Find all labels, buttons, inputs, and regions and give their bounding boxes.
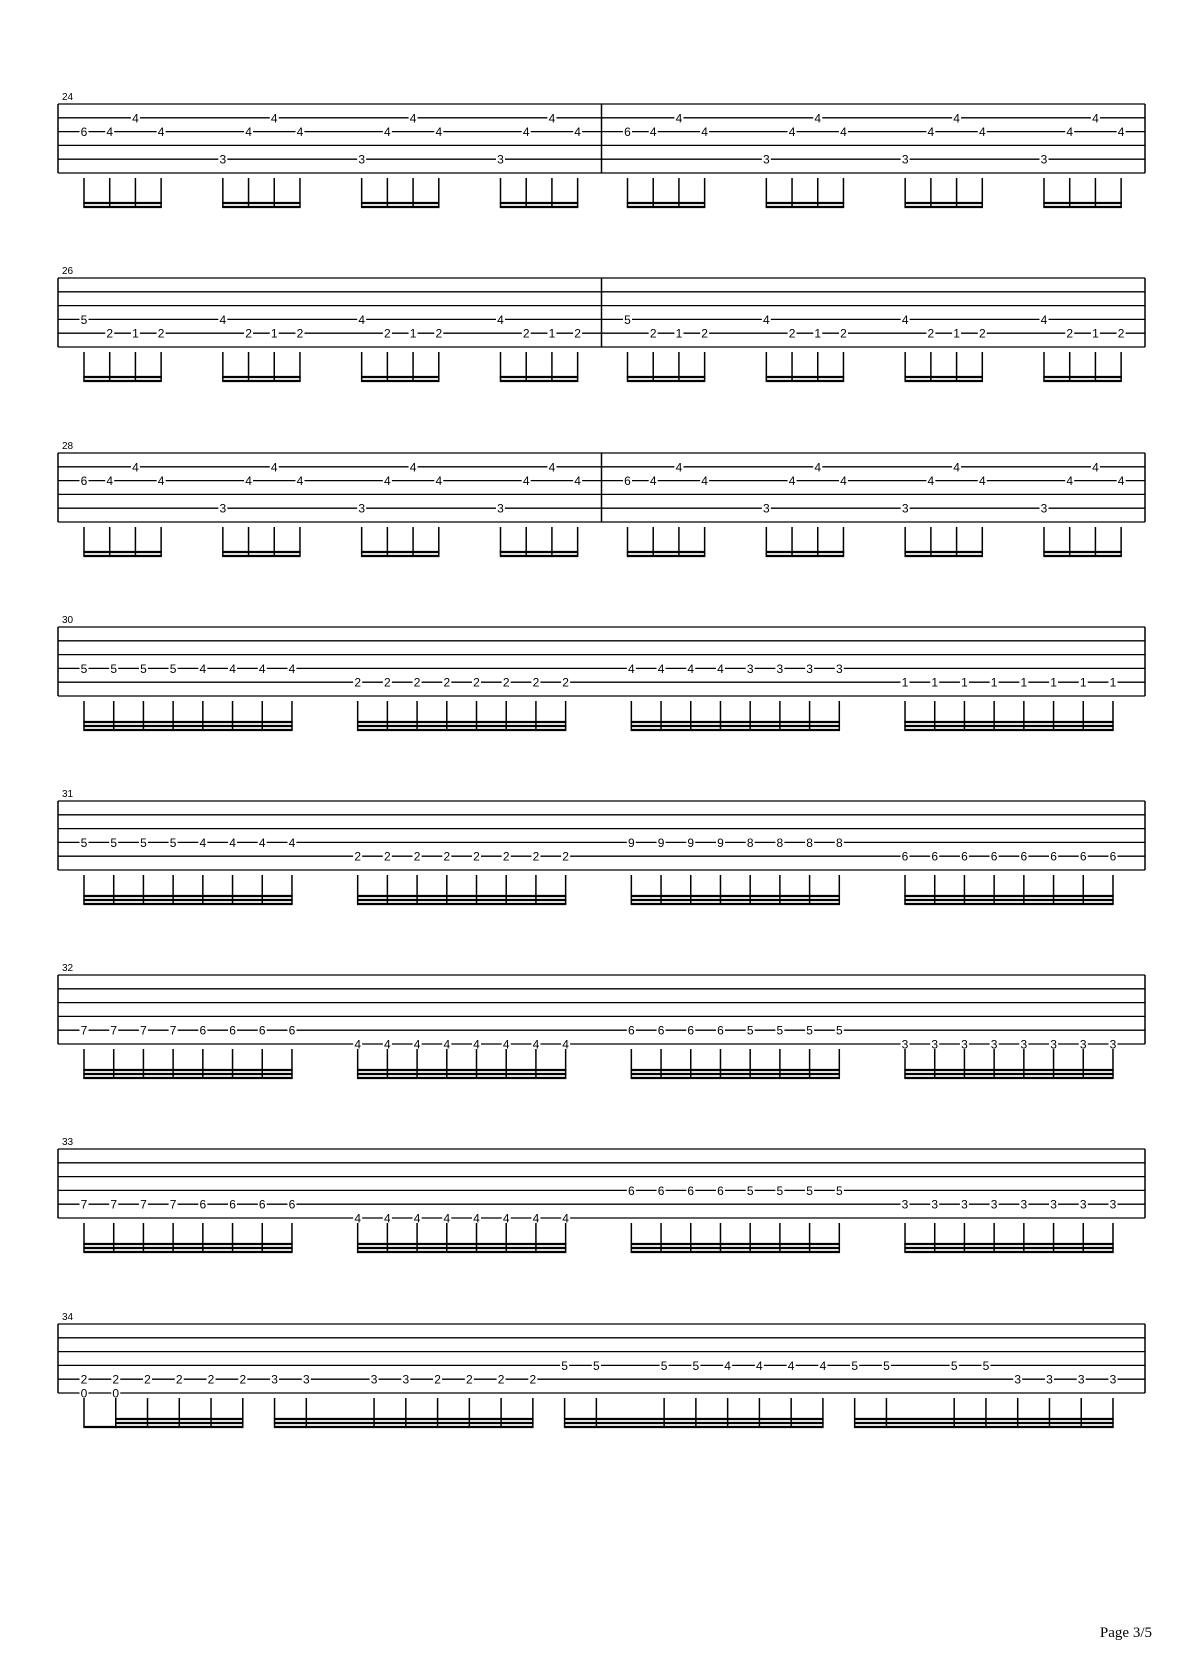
fret-number: 4 (258, 835, 266, 850)
fret-number: 7 (169, 1197, 177, 1212)
fret-number: 2 (144, 1372, 151, 1387)
fret-number: 5 (110, 835, 118, 850)
fret-number: 2 (443, 849, 451, 864)
fret-number: 5 (110, 661, 118, 676)
fret-number: 4 (296, 474, 304, 489)
tab-system (58, 963, 1145, 1078)
fret-number: 2 (296, 326, 304, 341)
fret-number: 4 (788, 125, 796, 140)
fret-number: 4 (724, 1358, 731, 1373)
measure-number: 32 (62, 963, 74, 974)
fret-number: 4 (927, 125, 935, 140)
fret-number: 2 (354, 675, 362, 690)
fret-number: 3 (1050, 1037, 1057, 1052)
fret-number: 4 (840, 474, 847, 489)
fret-number: 4 (229, 661, 236, 676)
fret-number: 5 (982, 1358, 990, 1373)
fret-number: 6 (687, 1023, 695, 1038)
fret-number: 7 (140, 1197, 147, 1212)
fret-number: 4 (358, 312, 366, 327)
tab-system (58, 92, 1145, 207)
fret-number: 5 (776, 1023, 784, 1038)
fret-number: 3 (901, 152, 909, 167)
fret-number: 2 (434, 1372, 441, 1387)
fret-number: 4 (409, 460, 417, 475)
fret-number: 2 (522, 326, 530, 341)
fret-number: 8 (835, 835, 843, 850)
fret-number: 3 (931, 1037, 939, 1052)
fret-number: 6 (80, 125, 88, 140)
fret-number: 6 (717, 1023, 724, 1038)
tab-system (58, 266, 1145, 381)
fret-number: 4 (354, 1211, 362, 1226)
fret-number: 4 (762, 312, 770, 327)
fret-number: 2 (497, 1372, 505, 1387)
fret-number: 5 (692, 1358, 700, 1373)
fret-number: 2 (157, 326, 165, 341)
fret-number: 3 (1079, 1037, 1087, 1052)
fret-number: 3 (271, 1372, 278, 1387)
fret-number: 5 (883, 1358, 890, 1373)
fret-number: 6 (1020, 849, 1028, 864)
fret-number: 6 (627, 1183, 635, 1198)
fret-number: 6 (627, 1023, 635, 1038)
fret-number: 6 (687, 1183, 695, 1198)
fret-number: 0 (80, 1386, 88, 1401)
fret-number: 4 (132, 111, 139, 126)
fret-number: 4 (819, 1358, 827, 1373)
fret-number: 4 (953, 111, 960, 126)
tab-system (58, 441, 1145, 556)
fret-number: 4 (927, 474, 935, 489)
fret-number: 6 (931, 849, 939, 864)
fret-number: 2 (413, 849, 421, 864)
fret-number: 3 (762, 152, 770, 167)
fret-number: 4 (814, 111, 822, 126)
fret-number: 4 (157, 474, 165, 489)
fret-number: 7 (110, 1197, 118, 1212)
fret-number: 1 (548, 326, 556, 341)
fret-number: 3 (1109, 1197, 1117, 1212)
fret-number: 9 (657, 835, 665, 850)
fret-number: 6 (657, 1183, 665, 1198)
fret-number: 4 (409, 111, 417, 126)
measure-number: 28 (62, 441, 74, 452)
fret-number: 4 (354, 1037, 362, 1052)
fret-number: 4 (717, 661, 724, 676)
fret-number: 4 (435, 474, 443, 489)
fret-number: 2 (465, 1372, 473, 1387)
fret-number: 6 (288, 1023, 296, 1038)
fret-number: 4 (687, 661, 695, 676)
fret-number: 1 (901, 675, 909, 690)
fret-number: 4 (384, 125, 391, 140)
tab-system (58, 789, 1145, 904)
fret-number: 2 (502, 849, 510, 864)
fret-number: 5 (169, 661, 177, 676)
fret-number: 8 (776, 835, 784, 850)
fret-number: 2 (80, 1372, 88, 1387)
fret-number: 4 (1117, 474, 1125, 489)
fret-number: 3 (219, 152, 227, 167)
fret-number: 3 (806, 661, 813, 676)
fret-number: 2 (245, 326, 252, 341)
fret-number: 5 (851, 1358, 859, 1373)
fret-number: 4 (1092, 460, 1099, 475)
fret-number: 2 (532, 675, 540, 690)
fret-number: 3 (961, 1197, 968, 1212)
fret-number: 4 (814, 460, 822, 475)
fret-number: 4 (562, 1037, 569, 1052)
fret-number: 4 (502, 1037, 510, 1052)
fret-number: 4 (258, 661, 266, 676)
fret-number: 2 (1066, 326, 1074, 341)
fret-number: 4 (245, 125, 252, 140)
fret-number: 4 (413, 1211, 421, 1226)
fret-number: 7 (110, 1023, 118, 1038)
fret-number: 3 (497, 501, 504, 516)
fret-number: 3 (746, 661, 754, 676)
fret-number: 5 (950, 1358, 958, 1373)
fret-number: 3 (402, 1372, 410, 1387)
fret-number: 6 (657, 1023, 665, 1038)
fret-number: 1 (1079, 675, 1087, 690)
fret-number: 3 (370, 1372, 378, 1387)
fret-number: 3 (1109, 1037, 1117, 1052)
fret-number: 4 (675, 460, 683, 475)
fret-number: 5 (593, 1358, 600, 1373)
fret-number: 3 (901, 501, 909, 516)
fret-number: 1 (270, 326, 278, 341)
fret-number: 2 (649, 326, 657, 341)
fret-number: 4 (157, 125, 165, 140)
fret-number: 4 (562, 1211, 569, 1226)
fret-number: 6 (199, 1023, 207, 1038)
fret-number: 2 (239, 1372, 247, 1387)
fret-number: 4 (473, 1211, 480, 1226)
tab-system (58, 1137, 1145, 1252)
fret-number: 6 (1050, 849, 1057, 864)
fret-number: 4 (840, 125, 847, 140)
fret-number: 3 (1040, 152, 1048, 167)
fret-number: 0 (112, 1386, 120, 1401)
fret-number: 3 (219, 501, 227, 516)
fret-number: 9 (717, 835, 724, 850)
fret-number: 4 (106, 474, 114, 489)
fret-number: 5 (746, 1023, 754, 1038)
fret-number: 1 (931, 675, 939, 690)
fret-number: 3 (497, 152, 504, 167)
fret-number: 7 (80, 1023, 88, 1038)
fret-number: 1 (1109, 675, 1117, 690)
fret-number: 6 (258, 1023, 266, 1038)
fret-number: 4 (657, 661, 665, 676)
fret-number: 4 (756, 1358, 763, 1373)
fret-number: 4 (296, 125, 304, 140)
tab-system (58, 615, 1145, 730)
measure-number: 34 (62, 1312, 74, 1323)
fret-number: 4 (548, 460, 556, 475)
fret-number: 2 (106, 326, 114, 341)
fret-number: 2 (435, 326, 443, 341)
fret-number: 2 (532, 849, 540, 864)
fret-number: 1 (990, 675, 998, 690)
fret-number: 6 (1109, 849, 1117, 864)
fret-number: 2 (207, 1372, 215, 1387)
fret-number: 3 (1050, 1197, 1057, 1212)
measure-number: 26 (62, 266, 74, 277)
fret-number: 4 (953, 460, 960, 475)
fret-number: 1 (953, 326, 960, 341)
fret-number: 4 (219, 312, 227, 327)
fret-number: 5 (561, 1358, 568, 1373)
fret-number: 4 (270, 460, 278, 475)
fret-number: 5 (80, 835, 88, 850)
fret-number: 4 (413, 1037, 421, 1052)
fret-number: 6 (624, 125, 631, 140)
fret-number: 6 (199, 1197, 207, 1212)
fret-number: 2 (473, 675, 480, 690)
fret-number: 4 (649, 125, 657, 140)
fret-number: 4 (199, 835, 207, 850)
fret-number: 2 (384, 675, 391, 690)
fret-number: 3 (835, 661, 843, 676)
fret-number: 4 (574, 125, 581, 140)
fret-number: 4 (548, 111, 556, 126)
fret-number: 3 (1046, 1372, 1053, 1387)
fret-number: 3 (931, 1197, 939, 1212)
fret-number: 2 (384, 849, 391, 864)
fret-number: 2 (927, 326, 935, 341)
fret-number: 2 (354, 849, 362, 864)
fret-number: 4 (522, 474, 530, 489)
fret-number: 1 (961, 675, 968, 690)
fret-number: 3 (776, 661, 784, 676)
fret-number: 5 (776, 1183, 784, 1198)
measure-number: 31 (62, 789, 74, 800)
fret-number: 6 (717, 1183, 724, 1198)
fret-number: 4 (199, 661, 207, 676)
fret-number: 7 (80, 1197, 88, 1212)
fret-number: 2 (978, 326, 986, 341)
fret-number: 4 (532, 1037, 540, 1052)
fret-number: 5 (746, 1183, 754, 1198)
fret-number: 3 (1040, 501, 1048, 516)
fret-number: 3 (1109, 1372, 1117, 1387)
fret-number: 4 (1092, 111, 1099, 126)
fret-number: 4 (229, 835, 236, 850)
fret-number: 4 (1040, 312, 1048, 327)
fret-number: 2 (701, 326, 708, 341)
fret-number: 4 (270, 111, 278, 126)
fret-number: 4 (787, 1358, 795, 1373)
fret-number: 5 (806, 1023, 813, 1038)
fret-number: 5 (806, 1183, 813, 1198)
fret-number: 2 (473, 849, 480, 864)
fret-number: 3 (358, 501, 366, 516)
fret-number: 4 (649, 474, 657, 489)
fret-number: 4 (574, 474, 581, 489)
fret-number: 4 (701, 125, 708, 140)
fret-number: 4 (288, 835, 296, 850)
fret-number: 3 (1020, 1037, 1028, 1052)
fret-number: 3 (302, 1372, 310, 1387)
fret-number: 3 (1077, 1372, 1085, 1387)
fret-number: 6 (288, 1197, 296, 1212)
fret-number: 2 (840, 326, 847, 341)
fret-number: 4 (1117, 125, 1125, 140)
fret-number: 3 (358, 152, 366, 167)
fret-number: 6 (229, 1197, 236, 1212)
fret-number: 3 (901, 1037, 909, 1052)
fret-number: 6 (990, 849, 998, 864)
fret-number: 2 (788, 326, 796, 341)
fret-number: 4 (788, 474, 796, 489)
fret-number: 3 (901, 1197, 909, 1212)
fret-number: 2 (175, 1372, 183, 1387)
fret-number: 3 (1079, 1197, 1087, 1212)
fret-number: 5 (624, 312, 631, 327)
fret-number: 4 (1066, 125, 1074, 140)
fret-number: 2 (529, 1372, 537, 1387)
fret-number: 4 (532, 1211, 540, 1226)
fret-number: 4 (132, 460, 139, 475)
page-number: Page 3/5 (1099, 1625, 1152, 1641)
fret-number: 3 (1014, 1372, 1022, 1387)
fret-number: 5 (140, 835, 147, 850)
fret-number: 2 (443, 675, 451, 690)
fret-number: 3 (990, 1037, 998, 1052)
fret-number: 4 (288, 661, 296, 676)
fret-number: 6 (901, 849, 909, 864)
fret-number: 2 (562, 849, 569, 864)
fret-number: 6 (258, 1197, 266, 1212)
fret-number: 4 (473, 1037, 480, 1052)
fret-number: 4 (978, 474, 986, 489)
fret-number: 4 (701, 474, 708, 489)
fret-number: 6 (1079, 849, 1087, 864)
fret-number: 4 (443, 1211, 451, 1226)
fret-number: 4 (502, 1211, 510, 1226)
fret-number: 5 (660, 1358, 668, 1373)
fret-number: 1 (132, 326, 139, 341)
fret-number: 4 (522, 125, 530, 140)
fret-number: 7 (169, 1023, 177, 1038)
fret-number: 1 (1092, 326, 1099, 341)
fret-number: 4 (384, 474, 391, 489)
fret-number: 5 (80, 312, 88, 327)
fret-number: 5 (169, 835, 177, 850)
fret-number: 8 (806, 835, 813, 850)
fret-number: 4 (384, 1037, 391, 1052)
fret-number: 2 (1117, 326, 1125, 341)
fret-number: 6 (961, 849, 968, 864)
fret-number: 8 (746, 835, 754, 850)
measure-number: 30 (62, 615, 74, 626)
fret-number: 1 (1050, 675, 1057, 690)
fret-number: 4 (1066, 474, 1074, 489)
fret-number: 1 (1020, 675, 1028, 690)
fret-number: 4 (106, 125, 114, 140)
fret-number: 4 (245, 474, 252, 489)
fret-number: 7 (140, 1023, 147, 1038)
fret-number: 4 (443, 1037, 451, 1052)
fret-number: 5 (835, 1183, 843, 1198)
fret-number: 2 (562, 675, 569, 690)
fret-number: 2 (384, 326, 391, 341)
fret-number: 6 (80, 474, 88, 489)
fret-number: 2 (502, 675, 510, 690)
fret-number: 5 (835, 1023, 843, 1038)
fret-number: 3 (990, 1197, 998, 1212)
fret-number: 5 (140, 661, 147, 676)
tab-system (58, 1312, 1145, 1427)
fret-number: 1 (814, 326, 822, 341)
fret-number: 2 (112, 1372, 120, 1387)
fret-number: 6 (229, 1023, 236, 1038)
fret-number: 1 (675, 326, 683, 341)
fret-number: 2 (413, 675, 421, 690)
fret-number: 6 (624, 474, 631, 489)
fret-number: 9 (627, 835, 635, 850)
fret-number: 5 (80, 661, 88, 676)
measure-number: 24 (62, 92, 74, 103)
fret-number: 3 (961, 1037, 968, 1052)
measure-number: 33 (62, 1137, 74, 1148)
fret-number: 2 (574, 326, 581, 341)
fret-number: 4 (497, 312, 504, 327)
fret-number: 3 (762, 501, 770, 516)
fret-number: 3 (1020, 1197, 1028, 1212)
fret-number: 4 (384, 1211, 391, 1226)
fret-number: 9 (687, 835, 695, 850)
fret-number: 1 (409, 326, 417, 341)
fret-number: 4 (978, 125, 986, 140)
fret-number: 4 (627, 661, 635, 676)
fret-number: 4 (675, 111, 683, 126)
fret-number: 4 (901, 312, 909, 327)
fret-number: 4 (435, 125, 443, 140)
